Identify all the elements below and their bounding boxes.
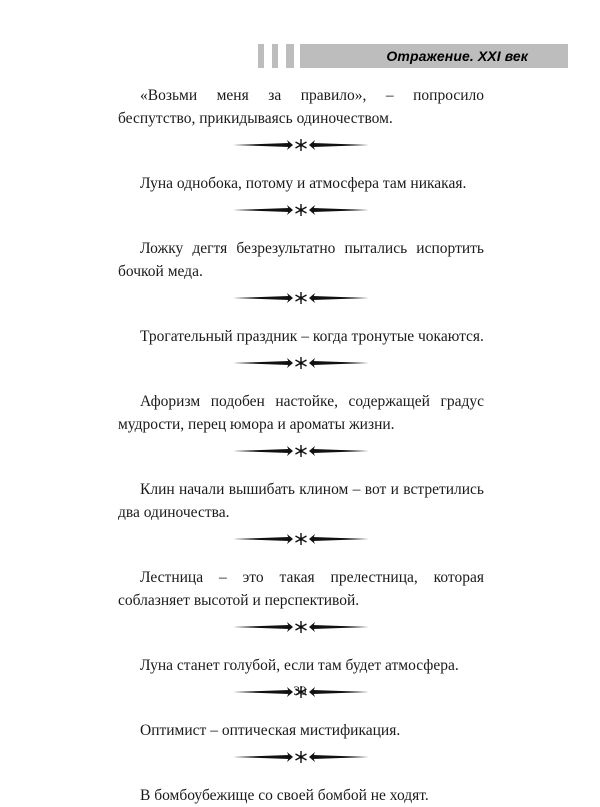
ornament-spike-right (313, 208, 369, 212)
ornament-divider-icon (118, 132, 484, 158)
ornament-spike-left (233, 361, 289, 365)
ornament-dot (299, 625, 303, 629)
header-title: Отражение. XXI век (300, 44, 568, 68)
aphorism: В бомбоубежище со своей бомбой не ходят. (140, 787, 429, 804)
header-bar (258, 44, 264, 68)
ornament-spike-right (313, 296, 369, 300)
ornament-spike-left (233, 208, 289, 212)
ornament-divider-icon (118, 614, 484, 640)
aphorism: Оптимист – оптическая мистификация. (140, 722, 401, 739)
ornament-divider-icon (118, 350, 484, 376)
ornament-svg (233, 201, 369, 219)
ornament-spike-left (233, 296, 289, 300)
aphorism: Клин начали вышибать клином – вот и встретились два одиночества. (118, 481, 484, 521)
ornament-svg (233, 530, 369, 548)
ornament-divider-icon (118, 197, 484, 223)
ornament-dot (299, 755, 303, 759)
aphorism: Ложку дегтя безрезультатно пытались испортить бочкой меда. (118, 240, 484, 280)
ornament-spike-right (313, 361, 369, 365)
ornament-svg (233, 442, 369, 460)
ornament-divider-icon (118, 285, 484, 311)
ornament-dot (299, 296, 303, 300)
aphorism: «Возьми меня за правило», – попросило беспутство, прикидываясь одиночеством. (118, 87, 484, 127)
ornament-spike-left (233, 449, 289, 453)
ornament-svg (233, 289, 369, 307)
ornament-spike-right (313, 625, 369, 629)
ornament-spike-right (313, 143, 369, 147)
ornament-spike-left (233, 537, 289, 541)
header-bar (272, 44, 278, 68)
ornament-dot (299, 449, 303, 453)
header-bar (286, 44, 294, 68)
ornament-spike-right (313, 449, 369, 453)
ornament-svg (233, 354, 369, 372)
ornament-spike-left (233, 755, 289, 759)
ornament-svg (233, 618, 369, 636)
ornament-spike-left (233, 143, 289, 147)
ornament-divider-icon (118, 744, 484, 770)
ornament-svg (233, 136, 369, 154)
ornament-svg (233, 748, 369, 766)
page-number: 39 (293, 683, 307, 698)
ornament-spike-left (233, 625, 289, 629)
aphorism: Луна станет голубой, если там будет атмосфера. (140, 657, 459, 674)
ornament-divider-icon (118, 526, 484, 552)
aphorism: Трогательный праздник – когда тронутые чокаются. (140, 328, 484, 345)
ornament-divider-icon (118, 438, 484, 464)
ornament-dot (299, 208, 303, 212)
aphorism: Афоризм подобен настойке, содержащей градус мудрости, перец юмора и ароматы жизни. (118, 393, 484, 433)
running-header (258, 44, 568, 68)
ornament-dot (299, 143, 303, 147)
ornament-spike-right (313, 755, 369, 759)
aphorism: Луна однобока, потому и атмосфера там никакая. (140, 175, 467, 192)
aphorism: Лестница – это такая прелестница, которая соблазняет высотой и перспективой. (118, 569, 484, 609)
ornament-dot (299, 537, 303, 541)
ornament-spike-right (313, 537, 369, 541)
ornament-dot (299, 361, 303, 365)
